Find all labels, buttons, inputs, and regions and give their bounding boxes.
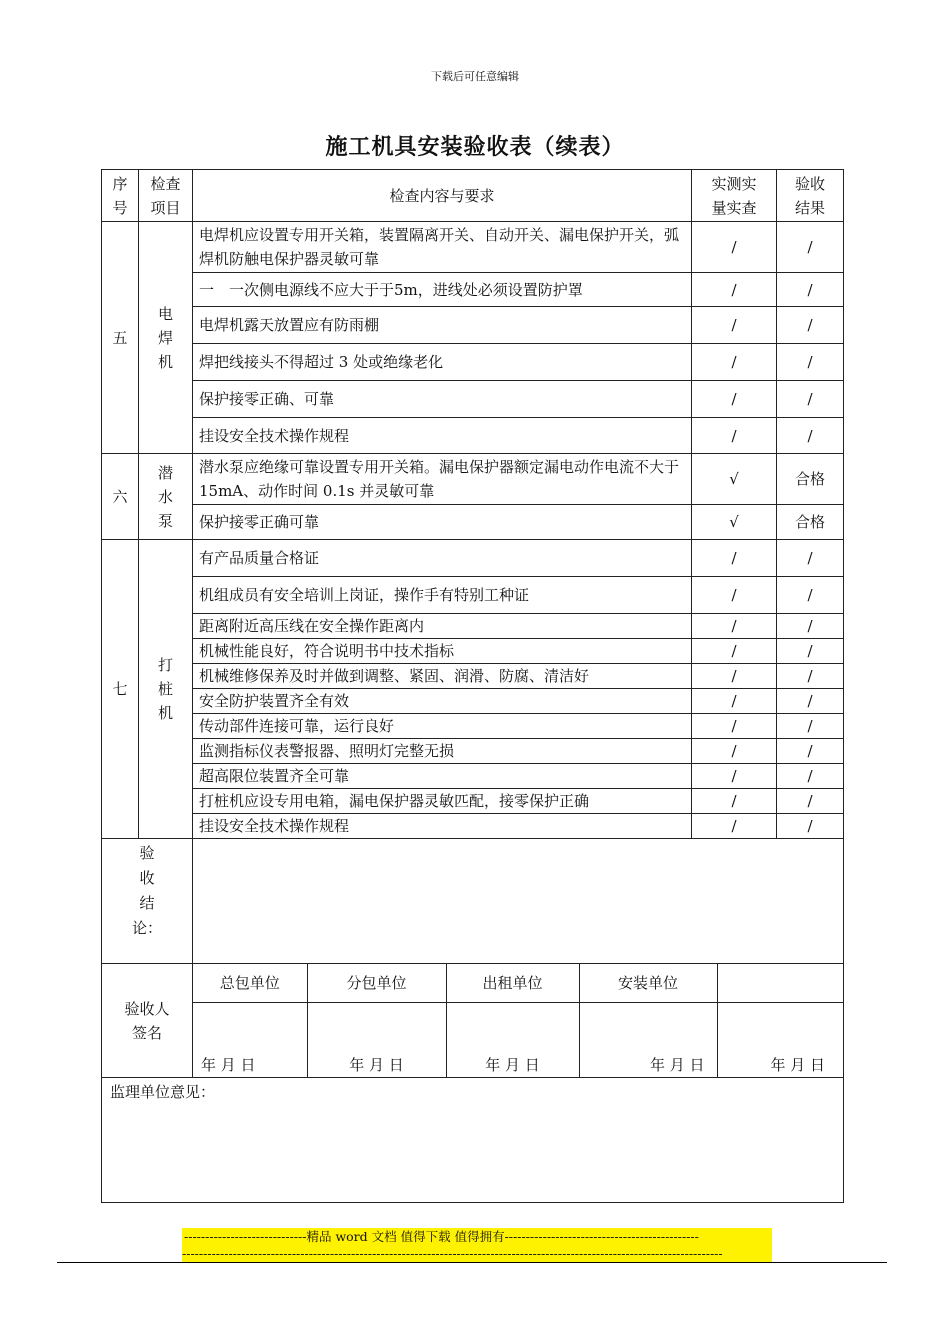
row-content: 保护接零正确、可靠 <box>193 381 692 418</box>
group-seq: 七 <box>102 540 139 839</box>
supervision-field[interactable] <box>102 1078 844 1203</box>
conclusion-row <box>102 839 844 964</box>
supervision-row <box>102 1078 844 1203</box>
row-measure: / <box>692 381 777 418</box>
table-row <box>102 418 844 454</box>
table-row <box>102 639 844 664</box>
table-row <box>102 764 844 789</box>
table-row <box>102 344 844 381</box>
row-content: 打桩机应设专用电箱，漏电保护器灵敏匹配，接零保护正确 <box>193 789 692 814</box>
row-content: 挂设安全技术操作规程 <box>193 814 692 839</box>
header-content: 检查内容与要求 <box>193 170 692 222</box>
footer-banner <box>182 1228 772 1262</box>
header-note: 下载后可任意编辑 <box>431 70 519 83</box>
row-result: / <box>777 381 844 418</box>
header-result: 验收 结果 <box>777 170 844 222</box>
row-content: 超高限位装置齐全可靠 <box>193 764 692 789</box>
group-item: 打 桩 机 <box>139 540 193 839</box>
row-content: 挂设安全技术操作规程 <box>193 418 692 454</box>
group-item: 潜 水 泵 <box>139 454 193 540</box>
conclusion-label: 验 收 结 论： <box>102 839 193 964</box>
row-content: 电焊机露天放置应有防雨棚 <box>193 307 692 344</box>
row-result: / <box>777 764 844 789</box>
row-result: / <box>777 273 844 307</box>
row-content: 安全防护装置齐全有效 <box>193 689 692 714</box>
header-item: 检查 项目 <box>139 170 193 222</box>
group-seq: 五 <box>102 222 139 454</box>
supervision-label: 监理单位意见： <box>110 1083 216 1101</box>
row-measure: / <box>692 307 777 344</box>
row-measure: √ <box>692 454 777 505</box>
row-result: / <box>777 789 844 814</box>
row-content: 机组成员有安全培训上岗证，操作手有特别工种证 <box>193 577 692 614</box>
row-result: / <box>777 222 844 273</box>
bottom-rule <box>57 1262 887 1263</box>
row-content: 电焊机应设置专用开关箱，装置隔离开关、自动开关、漏电保护开关，弧焊机防触电保护器灵敏可靠 <box>193 222 692 273</box>
row-result: / <box>777 418 844 454</box>
table-row <box>102 614 844 639</box>
footer-line-2: -------------------------------------------------------------------------------------------------------------------------------- <box>182 1246 723 1261</box>
row-result: / <box>777 614 844 639</box>
row-measure: / <box>692 814 777 839</box>
table-row <box>102 689 844 714</box>
row-result: 合格 <box>777 454 844 505</box>
table-row <box>102 454 844 505</box>
table-header-row <box>102 170 844 222</box>
row-result: 合格 <box>777 505 844 540</box>
row-measure: / <box>692 764 777 789</box>
page-title: 施工机具安装验收表（续表） <box>325 134 625 160</box>
date-install[interactable]: 年 月 日 <box>579 1002 717 1077</box>
row-measure: / <box>692 789 777 814</box>
row-measure: / <box>692 639 777 664</box>
row-measure: / <box>692 714 777 739</box>
row-measure: / <box>692 222 777 273</box>
table-row <box>102 714 844 739</box>
row-result: / <box>777 639 844 664</box>
row-measure: / <box>692 344 777 381</box>
row-content: 距离附近高压线在安全操作距离内 <box>193 614 692 639</box>
signature-grid-cell <box>193 964 844 1078</box>
inspection-table <box>101 169 844 1203</box>
row-content: 一 一次侧电源线不应大于于5m，进线处必须设置防护罩 <box>193 273 692 307</box>
row-result: / <box>777 307 844 344</box>
unit-rental: 出租单位 <box>446 964 579 1002</box>
row-measure: / <box>692 664 777 689</box>
row-measure: / <box>692 739 777 764</box>
row-content: 保护接零正确可靠 <box>193 505 692 540</box>
row-measure: / <box>692 689 777 714</box>
signature-grid <box>193 964 843 1077</box>
table-row <box>102 273 844 307</box>
row-result: / <box>777 814 844 839</box>
table-row <box>102 789 844 814</box>
row-content: 有产品质量合格证 <box>193 540 692 577</box>
unit-install: 安装单位 <box>579 964 717 1002</box>
row-result: / <box>777 577 844 614</box>
unit-general: 总包单位 <box>193 964 307 1002</box>
table-row <box>102 814 844 839</box>
row-result: / <box>777 344 844 381</box>
row-measure: √ <box>692 505 777 540</box>
table-row <box>102 222 844 273</box>
table-row <box>102 540 844 577</box>
table-row <box>102 577 844 614</box>
table-row <box>102 307 844 344</box>
conclusion-field[interactable] <box>193 839 844 964</box>
header-seq: 序 号 <box>102 170 139 222</box>
table-row <box>102 664 844 689</box>
row-measure: / <box>692 273 777 307</box>
date-extra[interactable]: 年 月 日 <box>717 1002 843 1077</box>
date-general[interactable]: 年 月 日 <box>193 1002 307 1077</box>
row-content: 监测指标仪表警报器、照明灯完整无损 <box>193 739 692 764</box>
unit-sub: 分包单位 <box>307 964 446 1002</box>
table-row <box>102 381 844 418</box>
row-measure: / <box>692 577 777 614</box>
row-result: / <box>777 689 844 714</box>
row-result: / <box>777 714 844 739</box>
row-result: / <box>777 664 844 689</box>
date-rental[interactable]: 年 月 日 <box>446 1002 579 1077</box>
row-content: 焊把线接头不得超过 3 处或绝缘老化 <box>193 344 692 381</box>
row-measure: / <box>692 418 777 454</box>
row-measure: / <box>692 614 777 639</box>
row-content: 机械性能良好，符合说明书中技术指标 <box>193 639 692 664</box>
table-row <box>102 739 844 764</box>
date-sub[interactable]: 年 月 日 <box>307 1002 446 1077</box>
row-measure: / <box>692 540 777 577</box>
header-measure: 实测实 量实查 <box>692 170 777 222</box>
group-seq: 六 <box>102 454 139 540</box>
signature-label: 验收人 签名 <box>102 964 193 1078</box>
row-result: / <box>777 739 844 764</box>
row-content: 机械维修保养及时并做到调整、紧固、润滑、防腐、清洁好 <box>193 664 692 689</box>
table-row <box>102 505 844 540</box>
unit-blank <box>717 964 843 1002</box>
group-item: 电 焊 机 <box>139 222 193 454</box>
signature-row <box>102 964 844 1078</box>
row-result: / <box>777 540 844 577</box>
row-content: 传动部件连接可靠，运行良好 <box>193 714 692 739</box>
footer-line-1: -----------------------------精品 word 文档 值得下载 值得拥有---------------------------------------------- <box>184 1229 699 1244</box>
row-content: 潜水泵应绝缘可靠设置专用开关箱。漏电保护器额定漏电动作电流不大于 15mA、动作时间 0.1s 并灵敏可靠 <box>193 454 692 505</box>
